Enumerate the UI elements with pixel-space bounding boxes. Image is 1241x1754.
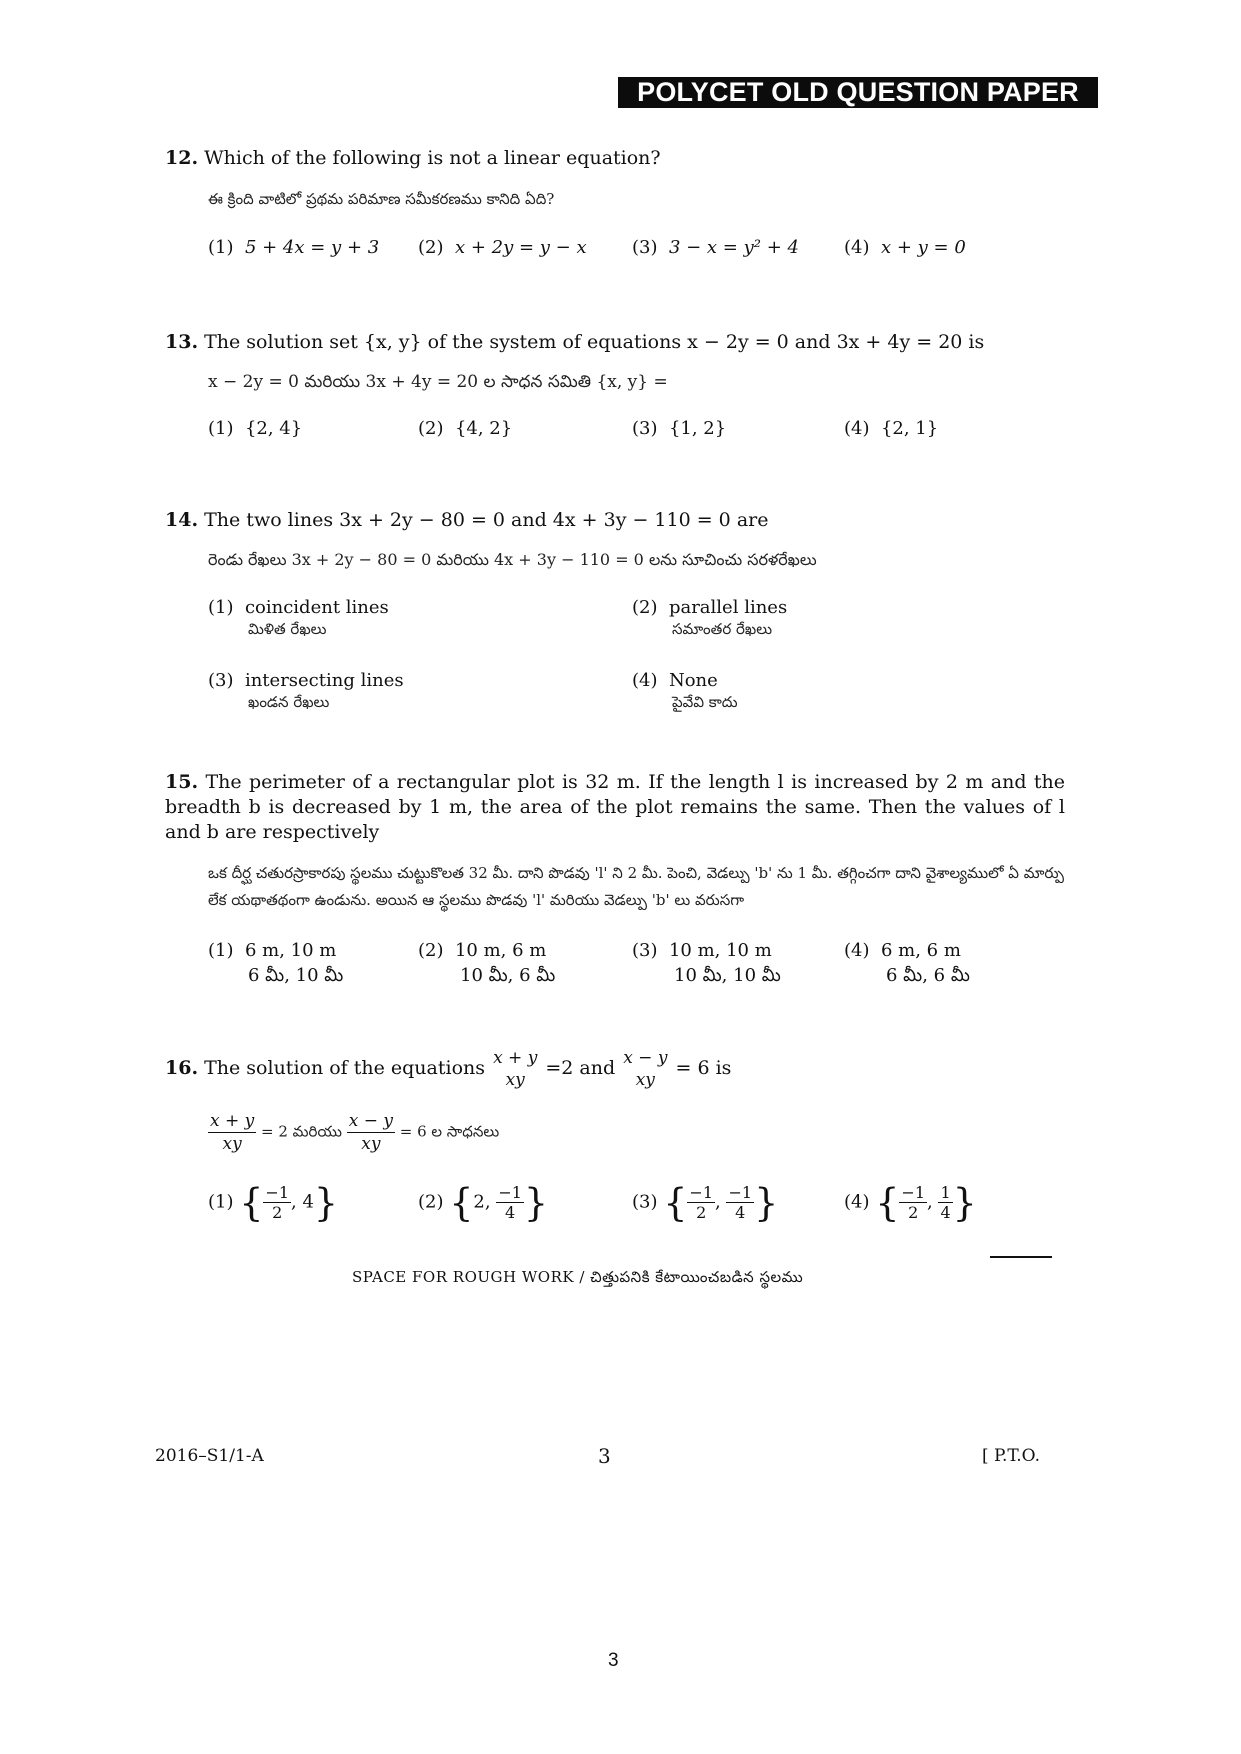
question-15-telugu: ఒక దీర్ఘ చతురస్రాకారపు స్థలము చుట్టుకొలత 32 మీ. దాని పొడవు 'l' ని 2 మీ. పెంచి, వెడల్పు 'b' ను 1 మీ. తగ్గించగా దాని వైశాల్యములో ఏ మార్పు లేక యథాతథంగా ఉండును. అయిన ఆ స్థలము పొడవు 'l' మరియు వెడల్పు 'b' లు వరుసగా <box>208 864 1064 909</box>
q15-option-3: (3) 10 m, 10 m 10 మీ, 10 మీ <box>632 940 781 986</box>
q13-option-2: (2) {4, 2} <box>418 418 513 439</box>
question-text: The solution of the equations <box>204 1057 486 1079</box>
paper-code: 2016–S1/1-A <box>155 1446 264 1466</box>
fraction-x-minus-y: x − y xy <box>623 1048 668 1090</box>
divider <box>990 1256 1052 1258</box>
rough-work-label: SPACE FOR ROUGH WORK / చిత్తుపనికి కేటాయించబడిన స్థలము <box>352 1268 804 1286</box>
question-text-end: = 6 is <box>675 1057 732 1079</box>
q16-option-4: (4) { $\frac{-1}{2}$ , $\frac{1}{4}$ } <box>844 1180 977 1225</box>
q15-option-1: (1) 6 m, 10 m 6 మీ, 10 మీ <box>208 940 344 986</box>
page-number: 3 <box>598 1444 611 1468</box>
document-banner: POLYCET OLD QUESTION PAPER <box>618 77 1098 108</box>
question-number: 12. <box>165 147 199 169</box>
pto-label: [ P.T.O. <box>982 1446 1041 1466</box>
question-16-telugu: $\frac{x + y}{xy}$ = 2 మరియు $\frac{x - y}{xy}$ = 6 ల సాధనలు <box>210 1111 500 1154</box>
bottom-page-number: 3 <box>608 1650 619 1671</box>
q16-option-3: (3) { $\frac{-1}{2}$ , $\frac{-1}{4}$ } <box>632 1180 779 1225</box>
q13-option-4: (4) {2, 1} <box>844 418 939 439</box>
q12-option-2: (2) x + 2y = y − x <box>418 237 587 258</box>
q16-option-2: (2) {2, $\frac{-1}{4}$ } <box>418 1180 549 1225</box>
q15-option-2: (2) 10 m, 6 m 10 మీ, 6 మీ <box>418 940 556 986</box>
question-13-telugu: x − 2y = 0 మరియు 3x + 4y = 20 ల సాధన సమితి {x, y} = <box>208 372 668 392</box>
q14-option-3: (3) intersecting lines ఖండన రేఖలు <box>208 670 404 711</box>
question-text: The solution set {x, y} of the system of equations x − 2y = 0 and 3x + 4y = 20 is <box>204 331 985 353</box>
question-number: 16. <box>165 1057 199 1079</box>
q16-option-1: (1) { $\frac{-1}{2}$ , 4} <box>208 1180 339 1225</box>
question-13 <box>165 330 1065 355</box>
question-15 <box>165 770 1065 845</box>
q12-option-3: (3) 3 − x = y² + 4 <box>632 237 799 258</box>
question-12-telugu: ఈ క్రింది వాటిలో ప్రథమ పరిమాణ సమీకరణము కానిది ఏది? <box>208 190 555 208</box>
question-text: Which of the following is not a linear equation? <box>204 147 661 169</box>
fraction-x-plus-y: $\frac{x + y}{xy}$ <box>210 1111 255 1154</box>
question-14 <box>165 508 1065 533</box>
q13-option-3: (3) {1, 2} <box>632 418 727 439</box>
q14-option-1: (1) coincident lines మిళిత రేఖలు <box>208 597 389 638</box>
q14-option-4: (4) None పైవేవి కాదు <box>632 670 738 711</box>
q12-option-1: (1) 5 + 4x = y + 3 <box>208 237 380 258</box>
q13-option-1: (1) {2, 4} <box>208 418 303 439</box>
fraction-x-plus-y: x + y xy <box>493 1048 538 1090</box>
q14-option-2: (2) parallel lines సమాంతర రేఖలు <box>632 597 788 638</box>
q12-option-4: (4) x + y = 0 <box>844 237 966 258</box>
question-number: 13. <box>165 331 199 353</box>
fraction-x-minus-y: $\frac{x - y}{xy}$ <box>348 1111 393 1154</box>
question-text: The two lines 3x + 2y − 80 = 0 and 4x + 3y − 110 = 0 are <box>204 509 769 531</box>
question-12 <box>165 146 1065 171</box>
question-number: 15. <box>165 771 199 793</box>
question-text: The perimeter of a rectangular plot is 32 m. If the length l is increased by 2 m and the breadth b is decreased by 1 m, the area of the plot remains the same. Then the values of l and b are respectively <box>165 771 1065 843</box>
question-number: 14. <box>165 509 199 531</box>
question-16 <box>165 1047 731 1091</box>
question-14-telugu: రెండు రేఖలు 3x + 2y − 80 = 0 మరియు 4x + 3y − 110 = 0 లను సూచించు సరళరేఖలు <box>208 550 817 569</box>
question-text-mid: =2 and <box>545 1057 616 1079</box>
q15-option-4: (4) 6 m, 6 m 6 మీ, 6 మీ <box>844 940 970 986</box>
